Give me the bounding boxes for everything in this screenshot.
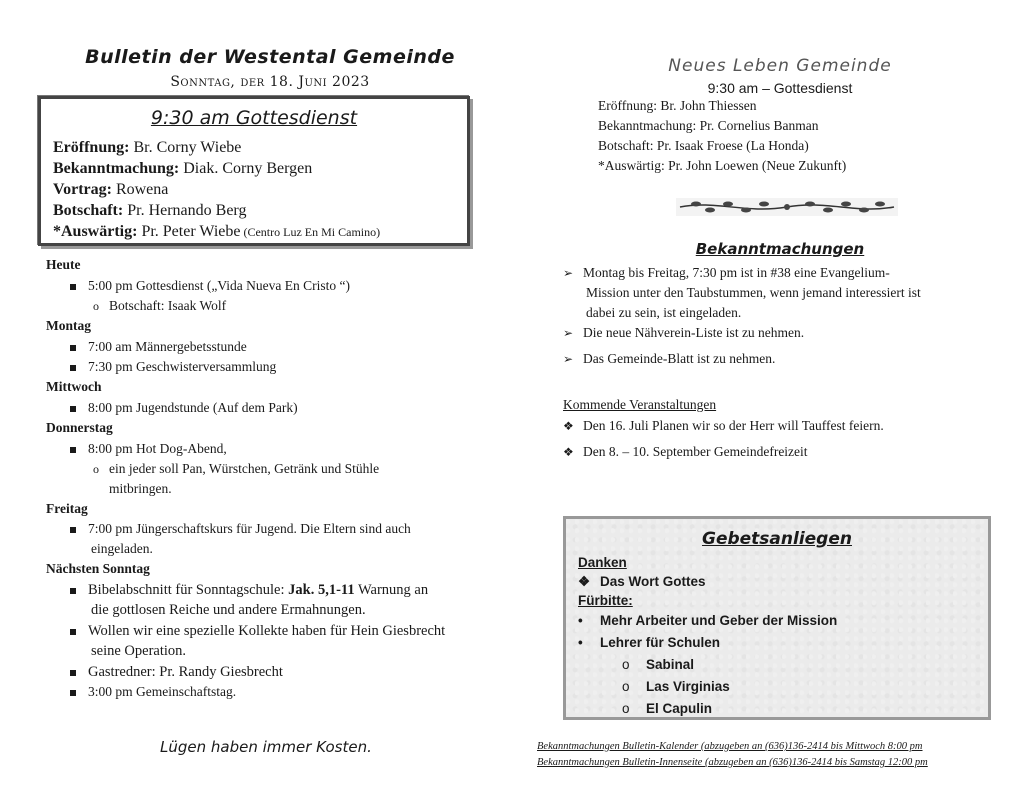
service-line-value: Pr. Peter Wiebe <box>137 223 241 240</box>
arrow-bullet-icon: ➢ <box>563 352 574 366</box>
event-item: ❖ Den 16. Juli Planen wir so der Herr will Tauffest feiern. <box>563 416 884 436</box>
list-item-cont: eingeladen. <box>91 541 153 556</box>
service-line <box>53 181 168 199</box>
prayer-box <box>563 516 991 720</box>
service-line-label: *Auswärtig: <box>53 223 138 240</box>
day-heading: Mittwoch <box>46 379 102 394</box>
announcement-cont: dabei zu sein, ist eingeladen. <box>586 305 742 320</box>
service-line-label: Botschaft: <box>53 202 124 219</box>
square-bullet-icon <box>70 345 76 351</box>
circle-bullet-icon: o <box>622 679 630 694</box>
service-title: 9:30 am Gottesdienst <box>150 107 358 129</box>
dot-bullet-icon: • <box>578 635 583 650</box>
service-line-label: Vortrag: <box>53 181 112 198</box>
list-item-cont: seine Operation. <box>91 643 187 659</box>
service-line <box>53 139 241 157</box>
announcements-heading: Bekanntmachungen <box>695 240 865 258</box>
left-footer-quote: Lügen haben immer Kosten. <box>160 738 372 756</box>
prayer-item: • Lehrer für Schulen <box>578 635 721 650</box>
list-item: 7:00 am Männergebetsstunde <box>70 337 247 357</box>
list-item: 3:00 pm Gemeinschaftstag. <box>70 682 236 702</box>
circle-bullet-icon: o <box>93 462 99 476</box>
service-line-value: Rowena <box>111 181 169 198</box>
square-bullet-icon <box>70 629 76 635</box>
announcement-item: ➢ Montag bis Freitag, 7:30 pm ist in #38 eine Evangelium- <box>563 263 890 283</box>
day-heading: Nächsten Sonntag <box>46 561 150 576</box>
events-heading: Kommende Veranstaltungen <box>563 397 717 412</box>
right-service-line: Botschaft: Pr. Isaak Froese (La Honda) <box>598 138 809 153</box>
square-bullet-icon <box>70 284 76 290</box>
service-line-note: (Centro Luz En Mi Camino) <box>240 225 381 239</box>
right-service-line: *Auswärtig: Pr. John Loewen (Neue Zukunft) <box>598 158 847 173</box>
service-line <box>53 223 380 241</box>
circle-bullet-icon: o <box>622 701 630 716</box>
circle-bullet-icon: o <box>93 299 99 313</box>
list-item: Bibelabschnitt für Sonntagschule: Jak. 5,1-11 Warnung an <box>70 580 428 600</box>
service-line-label: Eröffnung: <box>53 139 130 156</box>
list-item: Gastredner: Pr. Randy Giesbrecht <box>70 662 283 682</box>
four-diamond-bullet-icon: ❖ <box>578 574 591 589</box>
service-line-label: Bekanntmachung: <box>53 160 180 177</box>
square-bullet-icon <box>70 527 76 533</box>
prayer-subitem: o Sabinal <box>622 657 695 672</box>
bulletin-title: Bulletin der Westental Gemeinde <box>85 46 455 68</box>
arrow-bullet-icon: ➢ <box>563 326 574 340</box>
service-line <box>53 160 312 178</box>
right-service-line: Bekanntmachung: Pr. Cornelius Banman <box>598 118 819 133</box>
service-line-value: Pr. Hernando Berg <box>123 202 247 219</box>
prayer-subitem: o El Capulin <box>622 701 713 716</box>
square-bullet-icon <box>70 365 76 371</box>
circle-bullet-icon: o <box>622 657 630 672</box>
right-subtitle: 9:30 am – Gottesdienst <box>707 80 853 96</box>
four-diamond-bullet-icon: ❖ <box>563 445 574 459</box>
prayer-fuerbitte-heading: Fürbitte: <box>578 593 633 608</box>
list-item: 8:00 pm Jugendstunde (Auf dem Park) <box>70 398 298 418</box>
footer-calendar-note: Bekanntmachungen Bulletin-Kalender (abzugeben an (636)136-2414 bis Mittwoch 8:00 pm <box>537 741 923 752</box>
list-item: 7:30 pm Geschwisterversammlung <box>70 357 276 377</box>
list-subitem: o ein jeder soll Pan, Würstchen, Getränk und Stühle <box>91 459 379 479</box>
footer-inside-note: Bekanntmachungen Bulletin-Innenseite (abzugeben an (636)136-2414 bis Samstag 12:00 pm <box>537 757 928 768</box>
list-item: 8:00 pm Hot Dog-Abend, <box>70 439 227 459</box>
announcement-cont: Mission unter den Taubstummen, wenn jemand interessiert ist <box>586 285 921 300</box>
event-item: ❖ Den 8. – 10. September Gemeindefreizeit <box>563 442 808 462</box>
prayer-danken-heading: Danken <box>578 555 627 570</box>
prayer-title: Gebetsanliegen <box>702 529 852 549</box>
list-item-cont: die gottlosen Reiche und andere Ermahnungen. <box>91 602 366 618</box>
square-bullet-icon <box>70 690 76 696</box>
right-title: Neues Leben Gemeinde <box>668 56 892 76</box>
square-bullet-icon <box>70 588 76 594</box>
announcement-item: ➢ Das Gemeinde-Blatt ist zu nehmen. <box>563 349 775 369</box>
prayer-item: • Mehr Arbeiter und Geber der Mission <box>578 613 838 628</box>
square-bullet-icon <box>70 670 76 676</box>
service-box <box>38 96 470 246</box>
vine-ornament-icon <box>676 198 898 216</box>
day-heading: Heute <box>46 257 81 272</box>
list-subitem-cont: mitbringen. <box>109 481 172 496</box>
prayer-subitem: o Las Virginias <box>622 679 730 694</box>
arrow-bullet-icon: ➢ <box>563 266 574 280</box>
square-bullet-icon <box>70 406 76 412</box>
right-service-line: Eröffnung: Br. John Thiessen <box>598 98 757 113</box>
service-line-value: Br. Corny Wiebe <box>129 139 242 156</box>
four-diamond-bullet-icon: ❖ <box>563 419 574 433</box>
list-subitem: o Botschaft: Isaak Wolf <box>91 296 226 316</box>
day-heading: Freitag <box>46 501 88 516</box>
bulletin-date: Sonntag, der 18. Juni 2023 <box>170 74 370 90</box>
day-heading: Montag <box>46 318 91 333</box>
service-line-value: Diak. Corny Bergen <box>179 160 313 177</box>
day-heading: Donnerstag <box>46 420 113 435</box>
dot-bullet-icon: • <box>578 613 583 628</box>
prayer-item: ❖ Das Wort Gottes <box>578 574 706 589</box>
list-item: Wollen wir eine spezielle Kollekte haben für Hein Giesbrecht <box>70 621 445 641</box>
list-item: 7:00 pm Jüngerschaftskurs für Jugend. Die Eltern sind auch <box>70 519 411 539</box>
service-line <box>53 202 246 220</box>
square-bullet-icon <box>70 447 76 453</box>
announcement-item: ➢ Die neue Nähverein-Liste ist zu nehmen. <box>563 323 804 343</box>
list-item: 5:00 pm Gottesdienst („Vida Nueva En Cristo “) <box>70 276 350 296</box>
